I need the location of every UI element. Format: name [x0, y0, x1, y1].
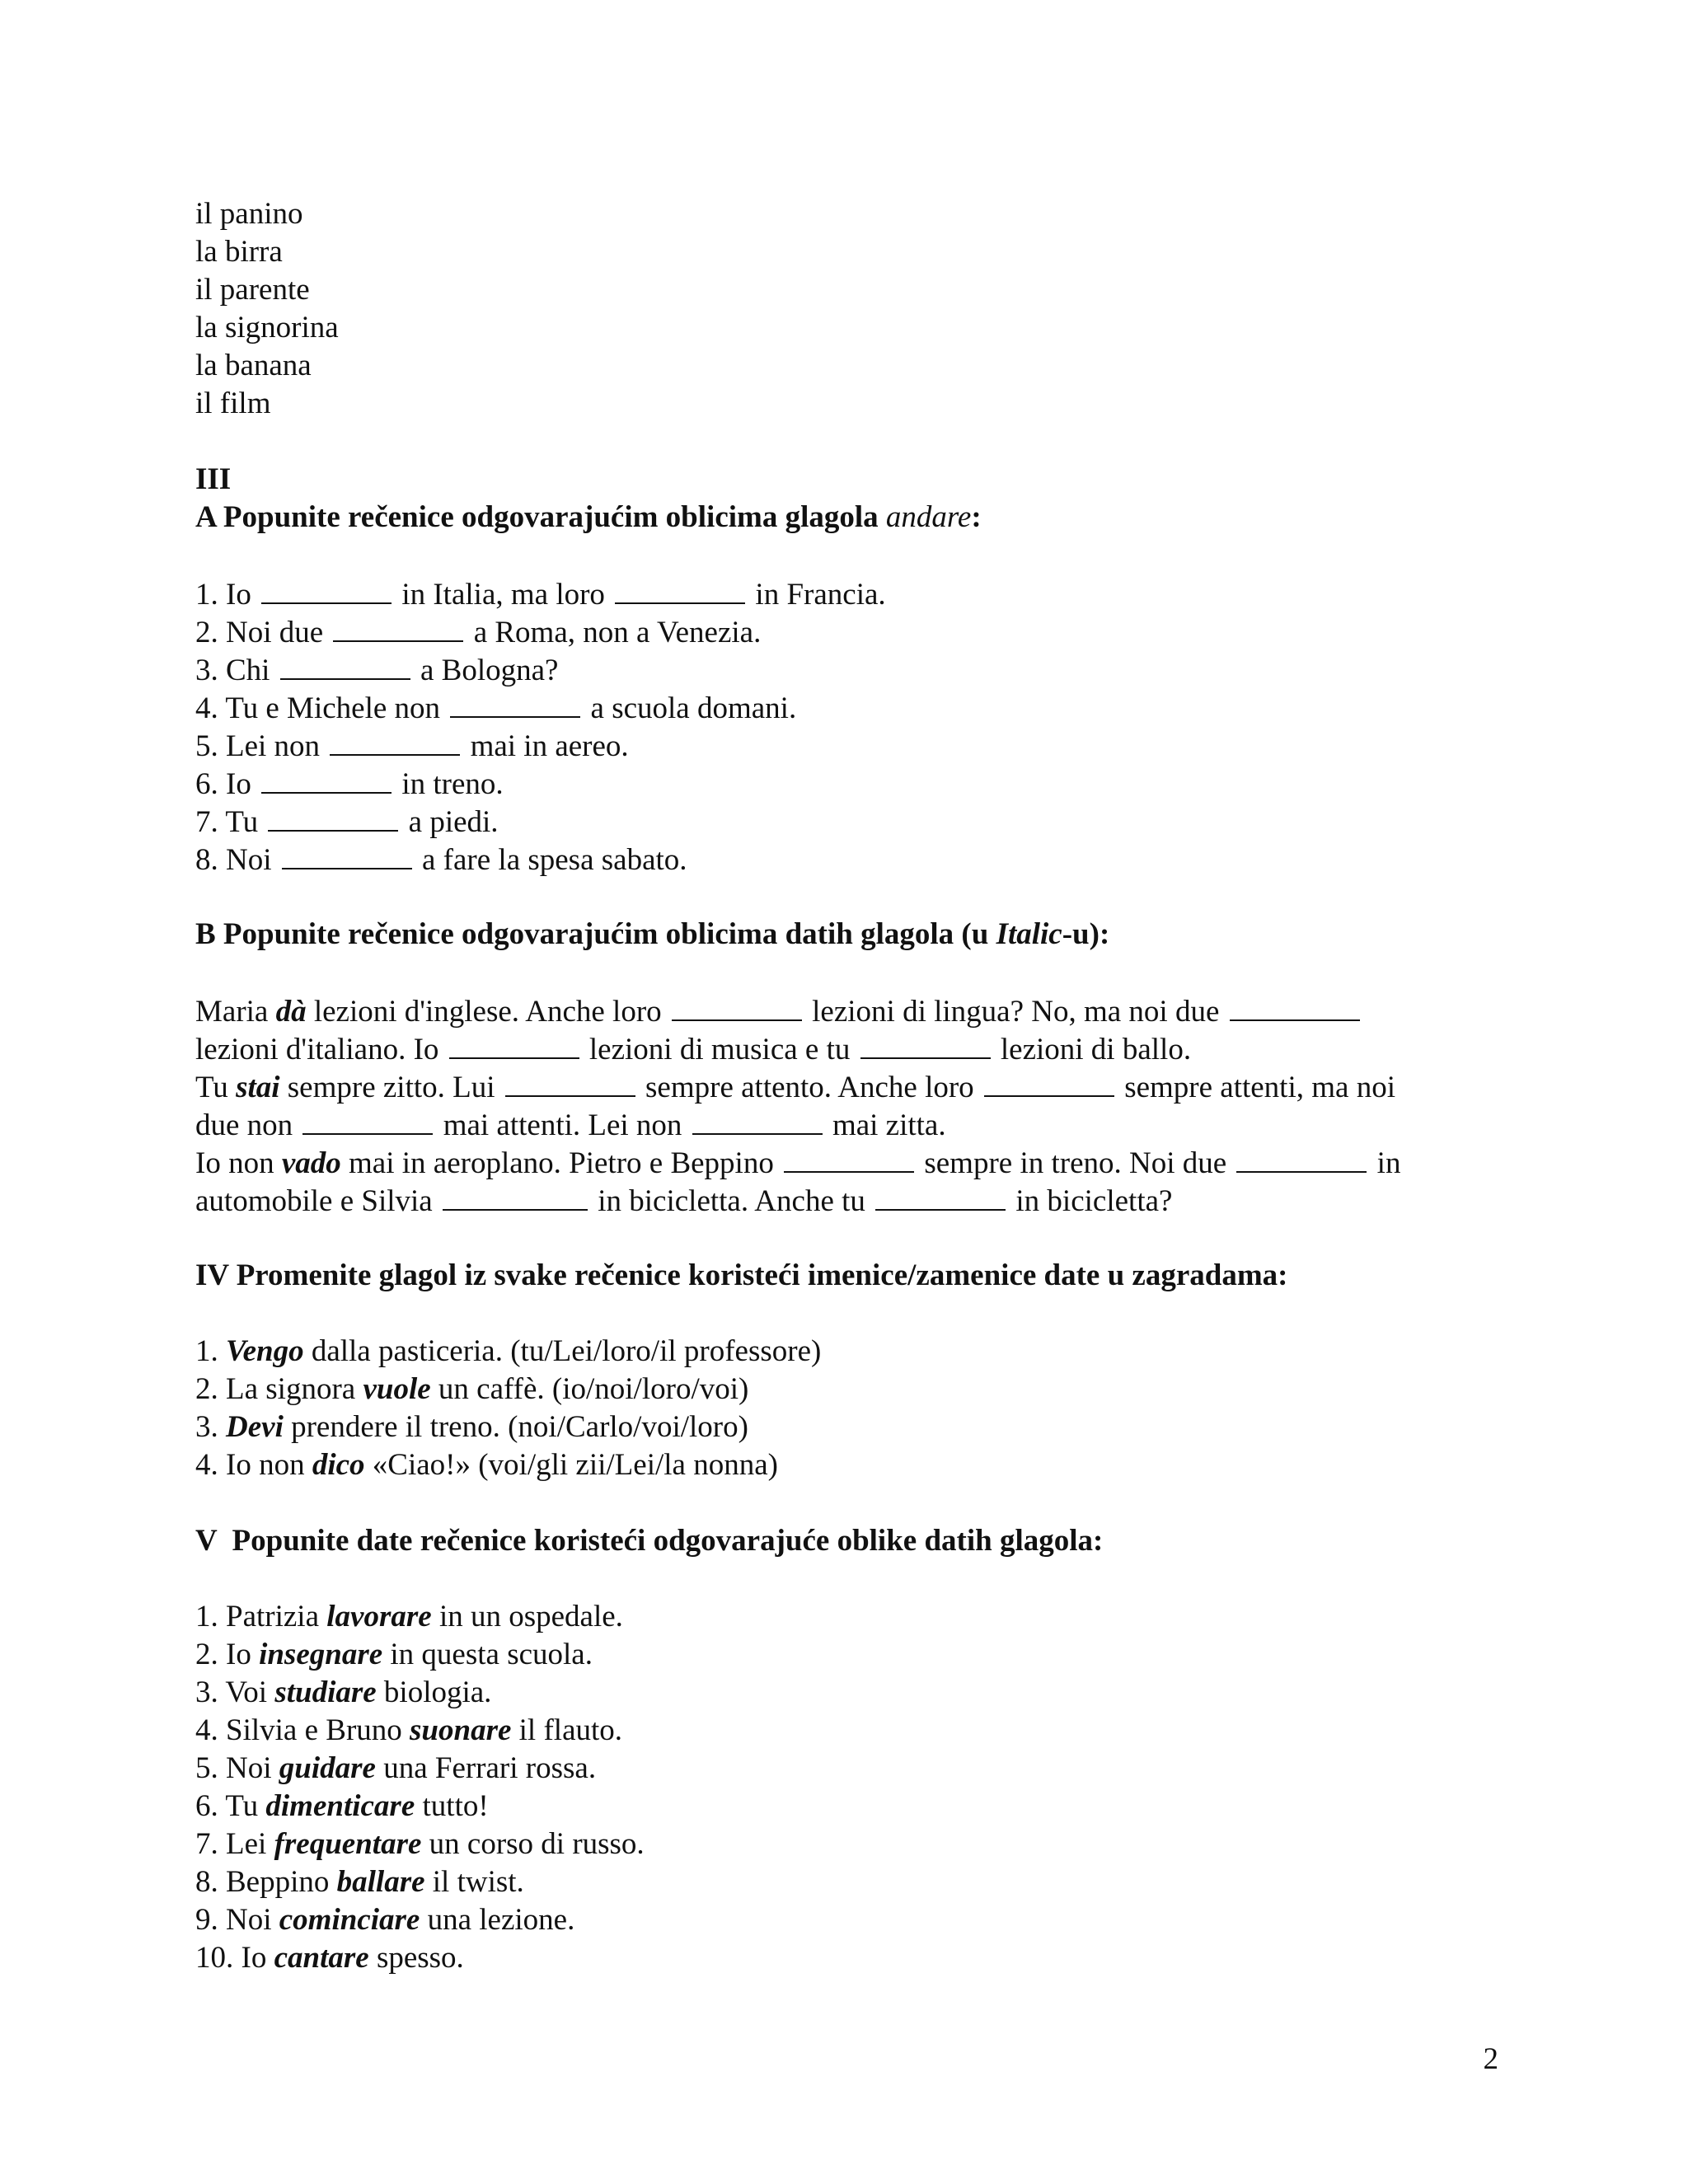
paragraph-line — [195, 1181, 1498, 1219]
given-verb: dimenticare — [265, 1789, 415, 1823]
item-text: 2. Io — [195, 1638, 260, 1671]
answer-blank[interactable] — [860, 1029, 991, 1059]
exercise-item-8 — [195, 840, 1498, 878]
item-text: una lezione. — [420, 1903, 575, 1937]
item-text: in — [1376, 1146, 1401, 1180]
answer-blank[interactable] — [330, 726, 460, 756]
item-text: lezioni d'inglese. Anche loro — [306, 995, 662, 1029]
item-text: 2. Noi due — [195, 616, 324, 649]
item-text: un caffè. (io/noi/loro/voi) — [430, 1372, 749, 1406]
given-verb: Devi — [226, 1410, 284, 1444]
exercise-item-4 — [195, 1712, 1498, 1750]
item-text: 7. Tu — [195, 805, 259, 839]
item-text: 2. La signora — [195, 1372, 363, 1406]
paragraph-line — [195, 1067, 1498, 1105]
item-text: mai attenti. Lei non — [443, 1108, 682, 1142]
answer-blank[interactable] — [261, 764, 392, 794]
item-text: 1. — [195, 1334, 226, 1368]
given-verb: studiare — [274, 1675, 377, 1709]
item-text: mai zitta. — [832, 1108, 946, 1142]
item-text: in treno. — [401, 767, 504, 801]
section-5-title: V Popunite date rečenice koristeći odgovarajuće oblike datih glagola: — [195, 1524, 1104, 1558]
given-verb: Vengo — [226, 1334, 304, 1368]
exercise-item-1 — [195, 574, 1498, 612]
item-text: 6. Tu — [195, 1789, 266, 1823]
answer-blank[interactable] — [282, 840, 412, 869]
item-text: in Francia. — [755, 578, 886, 612]
vocab-item: la banana — [195, 349, 312, 382]
section-4-title: IV Promenite glagol iz svake rečenice koristeći imenice/zamenice date u zagradama: — [195, 1258, 1288, 1292]
item-text: a scuola domani. — [590, 691, 797, 725]
item-text: in bicicletta. Anche tu — [598, 1184, 865, 1218]
section-3b-title — [195, 916, 1498, 954]
item-text: due non — [195, 1108, 293, 1142]
item-text: in questa scuola. — [382, 1638, 593, 1671]
given-verb: frequentare — [274, 1827, 422, 1861]
answer-blank[interactable] — [450, 688, 580, 718]
item-text: 3. Voi — [195, 1675, 275, 1709]
item-text: 1. Io — [195, 578, 251, 612]
answer-blank[interactable] — [672, 991, 802, 1021]
item-text: in un ospedale. — [431, 1600, 623, 1633]
exercise-item-8 — [195, 1863, 1498, 1901]
item-text: 3. Chi — [195, 654, 270, 687]
given-verb: insegnare — [259, 1638, 383, 1671]
given-verb: dà — [275, 995, 307, 1029]
item-text: 8. Noi — [195, 843, 272, 877]
exercise-item-7 — [195, 802, 1498, 840]
item-text: 6. Io — [195, 767, 251, 801]
exercise-item-2 — [195, 1636, 1498, 1674]
answer-blank[interactable] — [268, 802, 398, 832]
given-verb: guidare — [279, 1751, 376, 1785]
item-text: prendere il treno. (noi/Carlo/voi/loro) — [283, 1410, 748, 1444]
item-text: 7. Lei — [195, 1827, 274, 1861]
item-text: in bicicletta? — [1015, 1184, 1173, 1218]
exercise-item-2 — [195, 1371, 1498, 1408]
section-4-list — [195, 1333, 1498, 1484]
exercise-item-9 — [195, 1901, 1498, 1939]
item-text: a Bologna? — [420, 654, 559, 687]
vocab-item: il panino — [195, 197, 303, 231]
section-3a-title-colon: : — [971, 500, 982, 534]
section-3a-title — [195, 499, 1498, 537]
section-5-list — [195, 1598, 1498, 1977]
item-text: dalla pasticeria. (tu/Lei/loro/il professore) — [303, 1334, 822, 1368]
answer-blank[interactable] — [1236, 1143, 1367, 1173]
answer-blank[interactable] — [449, 1029, 579, 1059]
exercise-item-2 — [195, 612, 1498, 650]
answer-blank[interactable] — [443, 1181, 588, 1211]
exercise-item-7 — [195, 1825, 1498, 1863]
section-3-heading: III — [195, 462, 232, 496]
answer-blank[interactable] — [615, 574, 745, 604]
given-verb: ballare — [336, 1865, 425, 1899]
item-text: in Italia, ma loro — [401, 578, 605, 612]
item-text: sempre zitto. Lui — [279, 1071, 495, 1104]
answer-blank[interactable] — [280, 650, 410, 680]
item-text: una Ferrari rossa. — [375, 1751, 597, 1785]
exercise-item-3 — [195, 1408, 1498, 1446]
paragraph-line — [195, 1143, 1498, 1181]
exercise-item-6 — [195, 764, 1498, 802]
item-text: a Roma, non a Venezia. — [473, 616, 762, 649]
item-text: biologia. — [376, 1675, 492, 1709]
given-verb: lavorare — [326, 1600, 432, 1633]
item-text: 8. Beppino — [195, 1865, 337, 1899]
paragraph-line — [195, 1029, 1498, 1067]
item-text: lezioni di musica e tu — [588, 1033, 851, 1066]
page-number: 2 — [1483, 2042, 1498, 2076]
item-text: 4. Tu e Michele non — [195, 691, 441, 725]
answer-blank[interactable] — [261, 574, 392, 604]
section-3a-title-text: A Popunite rečenice odgovarajućim oblicima glagola — [195, 500, 886, 534]
given-verb: dico — [312, 1448, 365, 1482]
answer-blank[interactable] — [875, 1181, 1006, 1211]
given-verb: cominciare — [279, 1903, 420, 1937]
exercise-item-5 — [195, 726, 1498, 764]
section-3a-list — [195, 574, 1498, 878]
item-text: lezioni di ballo. — [1000, 1033, 1192, 1066]
exercise-item-5 — [195, 1750, 1498, 1788]
item-text: mai in aeroplano. Pietro e Beppino — [340, 1146, 774, 1180]
answer-blank[interactable] — [333, 612, 463, 642]
item-text: il flauto. — [511, 1713, 623, 1747]
item-text: 1. Patrizia — [195, 1600, 327, 1633]
given-verb: stai — [236, 1071, 280, 1104]
item-text: Tu — [195, 1071, 237, 1104]
item-text: automobile e Silvia — [195, 1184, 433, 1218]
section-3b-title-end: -u): — [1062, 917, 1110, 951]
item-text: il twist. — [424, 1865, 524, 1899]
item-text: sempre attenti, ma noi — [1124, 1071, 1395, 1104]
exercise-item-6 — [195, 1788, 1498, 1825]
item-text: sempre in treno. Noi due — [924, 1146, 1227, 1180]
given-verb: cantare — [274, 1941, 369, 1975]
answer-blank[interactable] — [692, 1105, 823, 1135]
item-text: lezioni d'italiano. Io — [195, 1033, 439, 1066]
item-text: 10. Io — [195, 1941, 274, 1975]
item-text: Io non — [195, 1146, 282, 1180]
answer-blank[interactable] — [1230, 991, 1360, 1021]
exercise-item-1 — [195, 1333, 1498, 1371]
item-text: tutto! — [415, 1789, 489, 1823]
exercise-item-4 — [195, 1446, 1498, 1484]
section-3b-title-text: B Popunite rečenice odgovarajućim oblicima datih glagola (u — [195, 917, 996, 951]
item-text: a piedi. — [408, 805, 499, 839]
item-text: 4. Silvia e Bruno — [195, 1713, 410, 1747]
vocab-list — [195, 195, 1498, 423]
item-text: un corso di russo. — [421, 1827, 645, 1861]
paragraph-line — [195, 1105, 1498, 1143]
given-verb: vado — [281, 1146, 341, 1180]
item-text: «Ciao!» (voi/gli zii/Lei/la nonna) — [364, 1448, 778, 1482]
item-text: a fare la spesa sabato. — [422, 843, 687, 877]
page-content — [195, 195, 1498, 1977]
exercise-item-1 — [195, 1598, 1498, 1636]
vocab-item: il film — [195, 387, 271, 420]
item-text: 5. Lei non — [195, 729, 321, 763]
item-text: 4. Io non — [195, 1448, 312, 1482]
section-3a-title-verb: andare — [885, 500, 972, 534]
exercise-item-3 — [195, 650, 1498, 688]
item-text: spesso. — [368, 1941, 464, 1975]
answer-blank[interactable] — [505, 1067, 635, 1097]
item-text: 3. — [195, 1410, 226, 1444]
section-3b-title-italic: Italic — [996, 917, 1062, 951]
section-3b-paragraph — [195, 991, 1498, 1219]
item-text: Maria — [195, 995, 276, 1029]
exercise-item-10 — [195, 1939, 1498, 1977]
item-text: mai in aereo. — [470, 729, 629, 763]
answer-blank[interactable] — [784, 1143, 914, 1173]
exercise-item-3 — [195, 1674, 1498, 1712]
answer-blank[interactable] — [302, 1105, 433, 1135]
exercise-item-4 — [195, 688, 1498, 726]
paragraph-line — [195, 991, 1498, 1029]
item-text: sempre attento. Anche loro — [645, 1071, 974, 1104]
answer-blank[interactable] — [984, 1067, 1114, 1097]
item-text: lezioni di lingua? No, ma noi due — [812, 995, 1220, 1029]
item-text: 9. Noi — [195, 1903, 279, 1937]
vocab-item: la birra — [195, 235, 283, 269]
vocab-item: la signorina — [195, 311, 339, 344]
vocab-item: il parente — [195, 273, 310, 307]
given-verb: vuole — [363, 1372, 431, 1406]
item-text: 5. Noi — [195, 1751, 279, 1785]
given-verb: suonare — [410, 1713, 512, 1747]
